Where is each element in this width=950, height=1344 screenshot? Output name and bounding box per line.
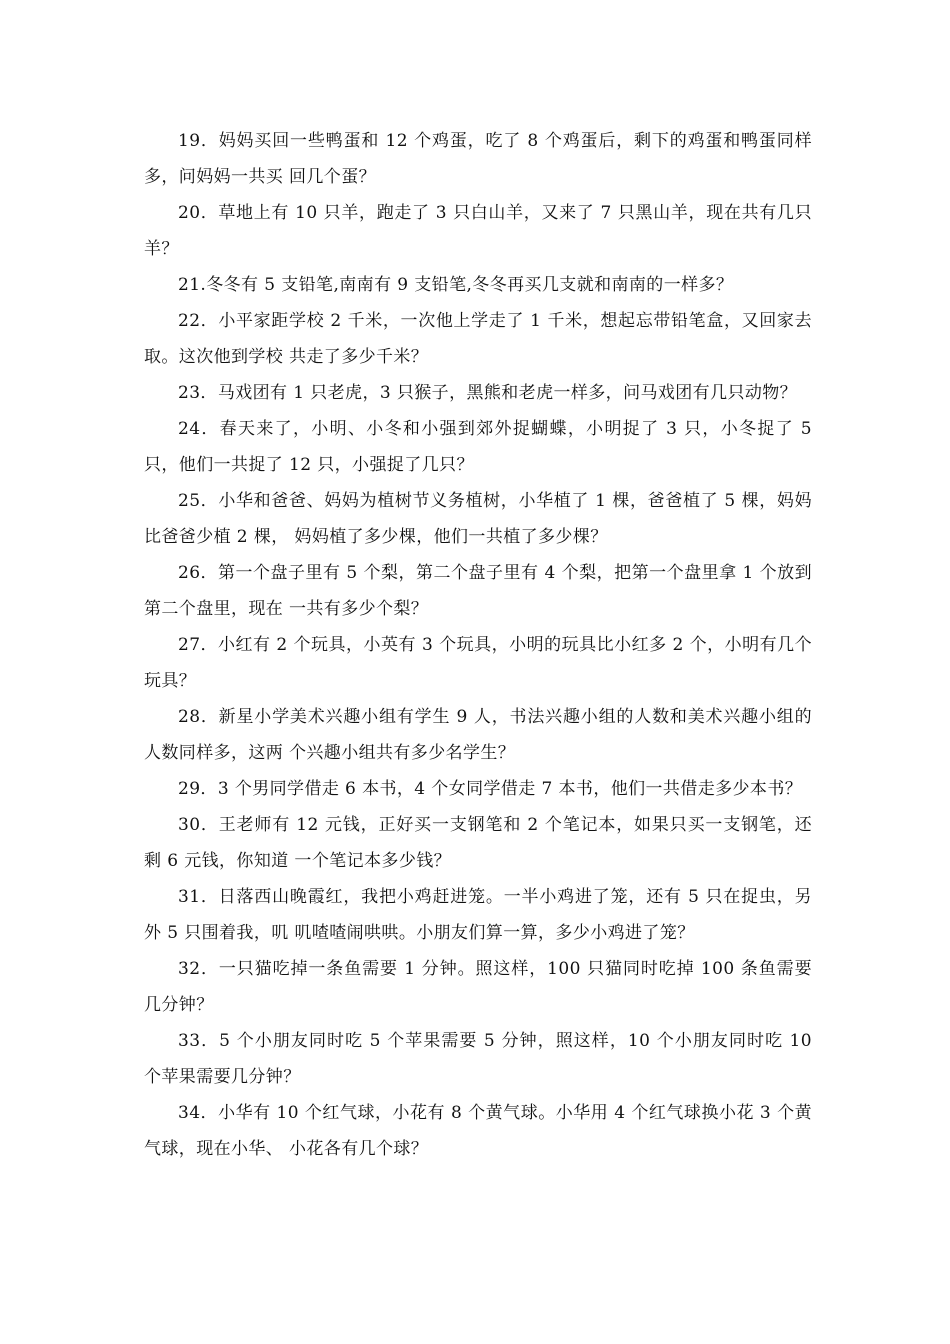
problem-27: 27．小红有 2 个玩具，小英有 3 个玩具，小明的玩具比小红多 2 个，小明有几个玩具？ xyxy=(144,635,812,691)
problem-30: 30．王老师有 12 元钱，正好买一支钢笔和 2 个笔记本，如果只买一支钢笔，还剩 6 元钱，你知道 一个笔记本多少钱？ xyxy=(144,815,812,871)
problem-24: 24．春天来了，小明、小冬和小强到郊外捉蝴蝶，小明捉了 3 只，小冬捉了 5 只，他们一共捉了 12 只，小强捉了几只？ xyxy=(144,419,812,475)
problem-28: 28．新星小学美术兴趣小组有学生 9 人，书法兴趣小组的人数和美术兴趣小组的人数同样多，这两 个兴趣小组共有多少名学生？ xyxy=(144,707,812,763)
problem-29: 29．3 个男同学借走 6 本书，4 个女同学借走 7 本书，他们一共借走多少本书？ xyxy=(178,779,803,799)
problem-31: 31．日落西山晚霞红，我把小鸡赶进笼。一半小鸡进了笼，还有 5 只在捉虫，另外 5 只围着我，叽 叽喳喳闹哄哄。小朋友们算一算，多少小鸡进了笼？ xyxy=(144,887,812,943)
problem-23: 23．马戏团有 1 只老虎，3 只猴子，黑熊和老虎一样多，问马戏团有几只动物？ xyxy=(178,383,798,403)
problem-19: 19．妈妈买回一些鸭蛋和 12 个鸡蛋，吃了 8 个鸡蛋后，剩下的鸡蛋和鸭蛋同样多，问妈妈一共买 回几个蛋？ xyxy=(144,131,812,187)
problem-21: 21.冬冬有 5 支铅笔,南南有 9 支铅笔,冬冬再买几支就和南南的一样多？ xyxy=(178,275,734,295)
problem-33: 33．5 个小朋友同时吃 5 个苹果需要 5 分钟，照这样，10 个小朋友同时吃 10 个苹果需要几分钟？ xyxy=(144,1031,812,1087)
problem-26: 26．第一个盘子里有 5 个梨，第二个盘子里有 4 个梨，把第一个盘里拿 1 个放到第二个盘里，现在 一共有多少个梨？ xyxy=(144,563,812,619)
problem-list xyxy=(144,123,812,1167)
problem-25: 25．小华和爸爸、妈妈为植树节义务植树，小华植了 1 棵，爸爸植了 5 棵，妈妈比爸爸少植 2 棵， 妈妈植了多少棵，他们一共植了多少棵？ xyxy=(144,491,812,547)
problem-32: 32．一只猫吃掉一条鱼需要 1 分钟。照这样，100 只猫同时吃掉 100 条鱼需要几分钟？ xyxy=(144,959,812,1015)
problem-34: 34．小华有 10 个红气球，小花有 8 个黄气球。小华用 4 个红气球换小花 3 个黄气球，现在小华、 小花各有几个球？ xyxy=(144,1103,812,1159)
problem-20: 20．草地上有 10 只羊，跑走了 3 只白山羊，又来了 7 只黑山羊，现在共有几只羊？ xyxy=(144,203,812,259)
problem-22: 22．小平家距学校 2 千米，一次他上学走了 1 千米，想起忘带铅笔盒，又回家去取。这次他到学校 共走了多少千米？ xyxy=(144,311,812,367)
